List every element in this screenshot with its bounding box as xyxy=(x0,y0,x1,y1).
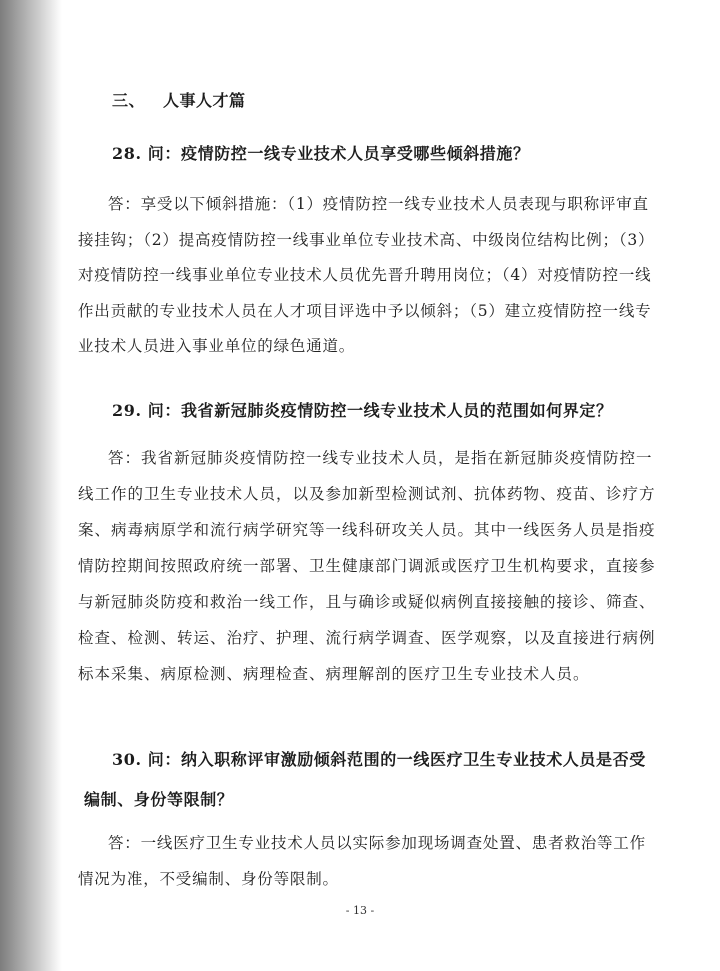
page-number: - 13 - xyxy=(345,904,375,917)
section-title: 人事人才篇 xyxy=(163,91,246,110)
section-heading xyxy=(112,88,246,111)
question-30: 30. 问：纳入职称评审激励倾斜范围的一线医疗卫生专业技术人员是否受编制、身份等限制？ xyxy=(84,750,646,809)
answer-28 xyxy=(78,187,656,365)
section-number: 三、 xyxy=(112,91,146,110)
question-28: 28. 问：疫情防控一线专业技术人员享受哪些倾斜措施？ xyxy=(112,144,530,163)
question-29: 29. 问：我省新冠肺炎疫情防控一线专业技术人员的范围如何界定？ xyxy=(112,401,613,420)
answer-29-text: 答：我省新冠肺炎疫情防控一线专业技术人员，是指在新冠肺炎疫情防控一线工作的卫生专业技术人员，以及参加新型检测试剂、抗体药物、疫苗、诊疗方案、病毒病原学和流行病学研究等一线科研攻关人员。其中一线医务人员是指疫情防控期间按照政府统一部署、卫生健康部门调派或医疗卫生机构要求，直接参与新冠肺炎防疫和救治一线工作，且与确诊或疑似病例直接接触的接诊、筛查、检查、检测、转运、治疗、护理、流行病学调查、医学观察，以及直接进行病例标本采集、病原检测、病理检查、病理解剖的医疗卫生专业技术人员。 xyxy=(78,449,656,683)
answer-30-text: 答：一线医疗卫生专业技术人员以实际参加现场调查处置、患者救治等工作情况为准，不受编制、身份等限制。 xyxy=(78,834,646,888)
answer-29 xyxy=(78,440,656,692)
answer-30 xyxy=(78,826,656,897)
answer-28-text: 答：享受以下倾斜措施：（1）疫情防控一线专业技术人员表现与职称评审直接挂钩；（2）提高疫情防控一线事业单位专业技术高、中级岗位结构比例；（3）对疫情防控一线事业单位专业技术人员优先晋升聘用岗位；（4）对疫情防控一线作出贡献的专业技术人员在人才项目评选中予以倾斜；（5）建立疫情防控一线专业技术人员进入事业单位的绿色通道。 xyxy=(78,195,655,355)
